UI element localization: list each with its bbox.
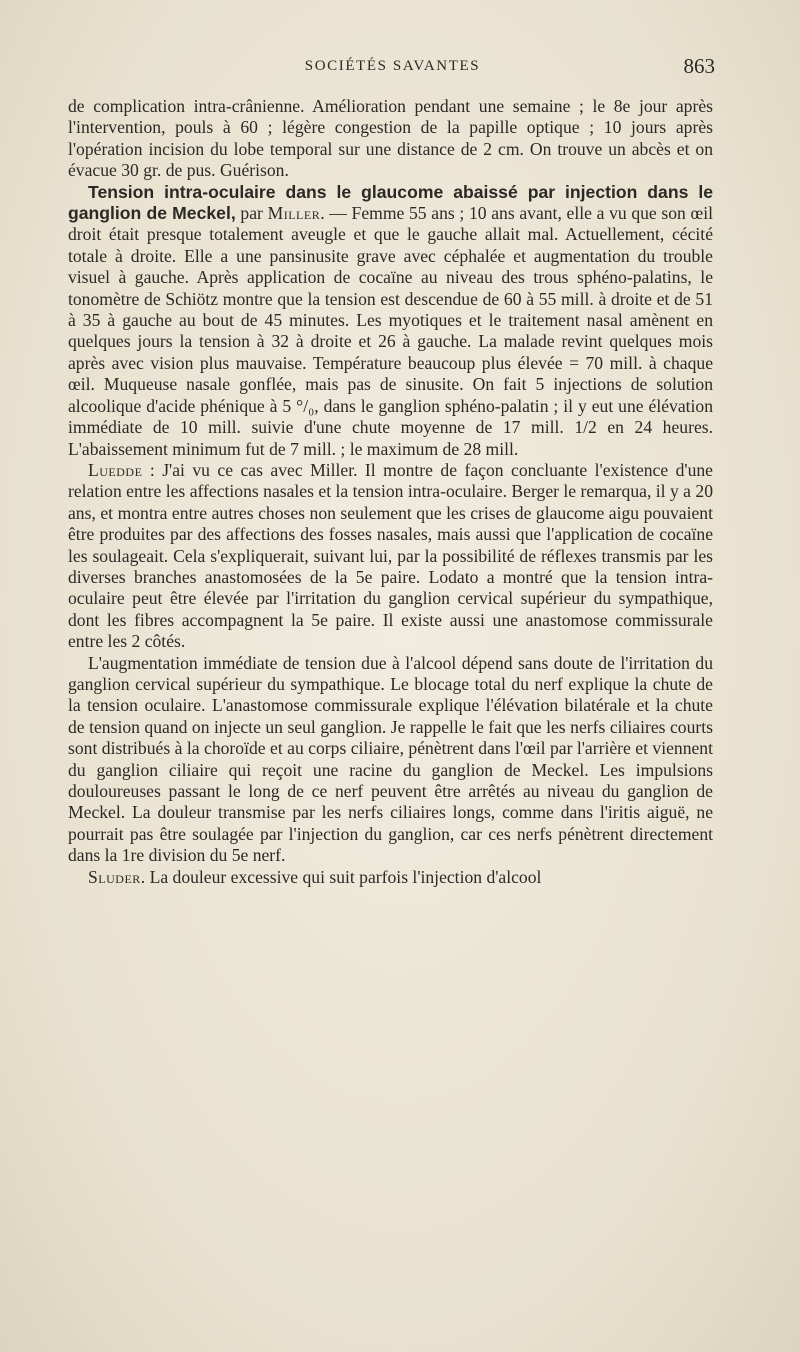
paragraph-3 <box>68 460 713 653</box>
paragraph-5-text: . La douleur excessive qui suit parfois l'injection d'alcool <box>140 866 542 887</box>
by-word: par <box>240 203 263 224</box>
paragraph-5 <box>68 867 713 888</box>
paragraph-2 <box>68 182 713 460</box>
author-luedde: Luedde <box>88 459 143 480</box>
body-text <box>68 96 713 888</box>
paragraph-4: L'augmentation immédiate de tension due à l'alcool dépend sans doute de l'irritation du ganglion cervical supérieur du sympathique. Le blocage total du nerf explique la chute de la tension oculaire. L'anastomose commissurale explique l'élévation bilatérale et la chute de tension quand on injecte un seul ganglion. Je rappelle le fait que les nerfs ciliaires courts sont distribués à la choroïde et au corps ciliaire, pénètrent dans l'œil par l'arrière et viennent du ganglion ciliaire qui reçoit une racine du ganglion de Meckel. Les impulsions douloureuses passant le long de ce nerf peuvent être arrêtés au niveau du ganglion de Meckel. La douleur transmise par les nerfs ciliaires longs, comme dans l'iritis aiguë, ne pourrait pas être soulagée par l'injection du ganglion, car ces nerfs pénètrent directement dans la 1re division du 5e nerf. <box>68 652 713 866</box>
author-miller: Miller <box>267 203 321 224</box>
section-title: Tension intra-oculaire dans le glaucome abaissé par injection dans le ganglion de Meckel, <box>68 181 713 224</box>
paragraph-2-text: . — Femme 55 ans ; 10 ans avant, elle a vu que son œil droit était presque totalement aveugle et que le gauche allait mal. Actuellement, cécité totale à droite. Elle a une pansinusite grave avec céphalée et augmentation du trouble visuel à gauche. Après application de cocaïne au niveau des trous sphéno-palatins, le tonomètre de Schiötz montre que la tension est descendue de 60 à 55 mill. à droite et de 51 à 35 à gauche au bout de 45 minutes. Les myotiques et le traitement nasal amènent en quelques jours la tension à 32 à droite et 26 à gauche. La malade revint quelques mois après avec vision plus mauvaise. Température beaucoup plus élevée = 70 mill. à chaque œil. Muqueuse nasale gonflée, mais pas de sinusite. On fait 5 injections de solution alcoolique d'acide phénique à 5 °/₀, dans le ganglion sphéno-palatin ; il y eut une élévation immédiate de 10 mill. suivie d'une chute moyenne de 17 mill. 1/2 en 24 heures. L'abaissement minimum fut de 7 mill. ; le maximum de 28 mill. <box>68 203 714 459</box>
paragraph-3-text: : J'ai vu ce cas avec Miller. Il montre de façon concluante l'existence d'une relation entre les affections nasales et la tension intra-oculaire. Berger le remarqua, il y a 20 ans, et montra entre autres choses non seulement que les crises de glaucome aigu pouvaient être produites par des affections des fosses nasales, mais aussi que l'application de cocaïne les soulageait. Cela s'expliquerait, suivant lui, par la possibilité de réflexes transmis par les diverses branches anastomosées de la 5e paire. Lodato a montré que la tension intra-oculaire peut être élevée par l'irritation du ganglion cervical supérieur du sympathique, dont les fibres accompagnent la 5e paire. Il existe aussi une anastomose commissurale entre les 2 côtés. <box>68 459 713 652</box>
page-number: 863 <box>683 54 715 78</box>
author-sluder: Sluder <box>88 866 141 887</box>
running-title: SOCIÉTÉS SAVANTES <box>304 58 481 74</box>
page-header <box>70 52 715 80</box>
paragraph-1: de complication intra-crânienne. Amélioration pendant une semaine ; le 8e jour après l'intervention, pouls à 60 ; légère congestion de la papille optique ; 10 jours après l'opération incision du lobe temporal sur une distance de 2 cm. On trouve un abcès et on évacue 30 gr. de pus. Guérison. <box>68 96 713 181</box>
